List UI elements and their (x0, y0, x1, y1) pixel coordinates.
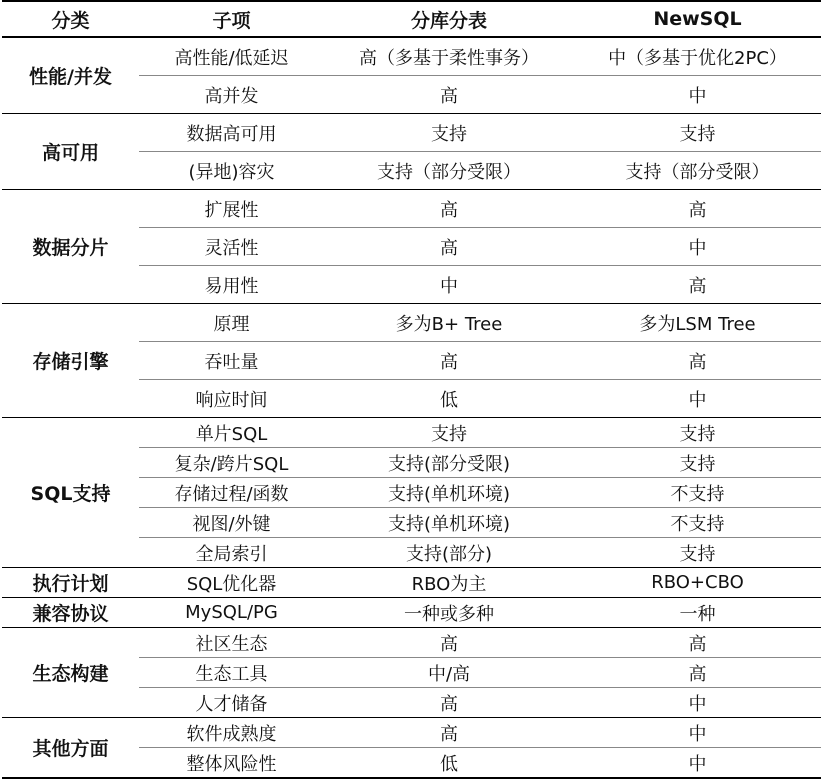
sharding-cell: 低 (324, 380, 574, 418)
subitem-cell: 扩展性 (139, 190, 324, 228)
sharding-cell: 高 (324, 228, 574, 266)
table-row (2, 598, 821, 628)
sharding-cell: RBO为主 (324, 568, 574, 598)
subitem-cell: 灵活性 (139, 228, 324, 266)
category-cell: 执行计划 (2, 568, 139, 598)
subitem-cell: 生态工具 (139, 658, 324, 688)
category-cell: 生态构建 (2, 628, 139, 718)
newsql-cell: 中 (574, 688, 821, 718)
newsql-cell: 中 (574, 228, 821, 266)
table-row (2, 718, 821, 748)
header-sharding: 分库分表 (324, 1, 574, 37)
category-cell: 性能/并发 (2, 37, 139, 114)
sharding-cell: 支持(单机环境) (324, 478, 574, 508)
sharding-cell: 高（多基于柔性事务） (324, 37, 574, 76)
newsql-cell: 支持 (574, 114, 821, 152)
newsql-cell: 支持（部分受限） (574, 152, 821, 190)
table-row (2, 190, 821, 228)
newsql-cell: 支持 (574, 418, 821, 448)
subitem-cell: (异地)容灾 (139, 152, 324, 190)
subitem-cell: 视图/外键 (139, 508, 324, 538)
sharding-cell: 低 (324, 748, 574, 779)
comparison-table (2, 0, 821, 779)
subitem-cell: 整体风险性 (139, 748, 324, 779)
category-cell: 存储引擎 (2, 304, 139, 418)
table-row (2, 568, 821, 598)
subitem-cell: 社区生态 (139, 628, 324, 658)
category-cell: 数据分片 (2, 190, 139, 304)
sharding-cell: 高 (324, 342, 574, 380)
newsql-cell: 高 (574, 628, 821, 658)
sharding-cell: 支持 (324, 114, 574, 152)
newsql-cell: 不支持 (574, 478, 821, 508)
newsql-cell: 中 (574, 718, 821, 748)
sharding-cell: 支持(部分受限) (324, 448, 574, 478)
subitem-cell: 人才储备 (139, 688, 324, 718)
table-row (2, 418, 821, 448)
header-newsql: NewSQL (574, 1, 821, 37)
newsql-cell: 中（多基于优化2PC） (574, 37, 821, 76)
category-cell: 其他方面 (2, 718, 139, 779)
subitem-cell: 高性能/低延迟 (139, 37, 324, 76)
category-cell: 高可用 (2, 114, 139, 190)
subitem-cell: 全局索引 (139, 538, 324, 568)
subitem-cell: 单片SQL (139, 418, 324, 448)
sharding-cell: 支持 (324, 418, 574, 448)
sharding-cell: 一种或多种 (324, 598, 574, 628)
subitem-cell: MySQL/PG (139, 598, 324, 628)
sharding-cell: 支持(部分) (324, 538, 574, 568)
sharding-cell: 高 (324, 76, 574, 114)
category-cell: SQL支持 (2, 418, 139, 568)
subitem-cell: 存储过程/函数 (139, 478, 324, 508)
newsql-cell: 高 (574, 266, 821, 304)
sharding-cell: 多为B+ Tree (324, 304, 574, 342)
header-row (2, 1, 821, 37)
newsql-cell: 中 (574, 76, 821, 114)
table-row (2, 628, 821, 658)
subitem-cell: 数据高可用 (139, 114, 324, 152)
subitem-cell: 易用性 (139, 266, 324, 304)
newsql-cell: 一种 (574, 598, 821, 628)
sharding-cell: 高 (324, 718, 574, 748)
newsql-cell: 高 (574, 658, 821, 688)
newsql-cell: 不支持 (574, 508, 821, 538)
subitem-cell: 响应时间 (139, 380, 324, 418)
newsql-cell: 高 (574, 342, 821, 380)
newsql-cell: 中 (574, 748, 821, 779)
table-row (2, 37, 821, 76)
subitem-cell: 复杂/跨片SQL (139, 448, 324, 478)
subitem-cell: 高并发 (139, 76, 324, 114)
subitem-cell: 软件成熟度 (139, 718, 324, 748)
table-row (2, 114, 821, 152)
newsql-cell: 支持 (574, 448, 821, 478)
sharding-cell: 高 (324, 628, 574, 658)
newsql-cell: 高 (574, 190, 821, 228)
sharding-cell: 高 (324, 190, 574, 228)
subitem-cell: 吞吐量 (139, 342, 324, 380)
category-cell: 兼容协议 (2, 598, 139, 628)
sharding-cell: 支持（部分受限） (324, 152, 574, 190)
header-category: 分类 (2, 1, 139, 37)
newsql-cell: RBO+CBO (574, 568, 821, 598)
table-row (2, 304, 821, 342)
sharding-cell: 支持(单机环境) (324, 508, 574, 538)
newsql-cell: 中 (574, 380, 821, 418)
subitem-cell: SQL优化器 (139, 568, 324, 598)
newsql-cell: 多为LSM Tree (574, 304, 821, 342)
sharding-cell: 高 (324, 688, 574, 718)
subitem-cell: 原理 (139, 304, 324, 342)
newsql-cell: 支持 (574, 538, 821, 568)
sharding-cell: 中/高 (324, 658, 574, 688)
header-subitem: 子项 (139, 1, 324, 37)
sharding-cell: 中 (324, 266, 574, 304)
